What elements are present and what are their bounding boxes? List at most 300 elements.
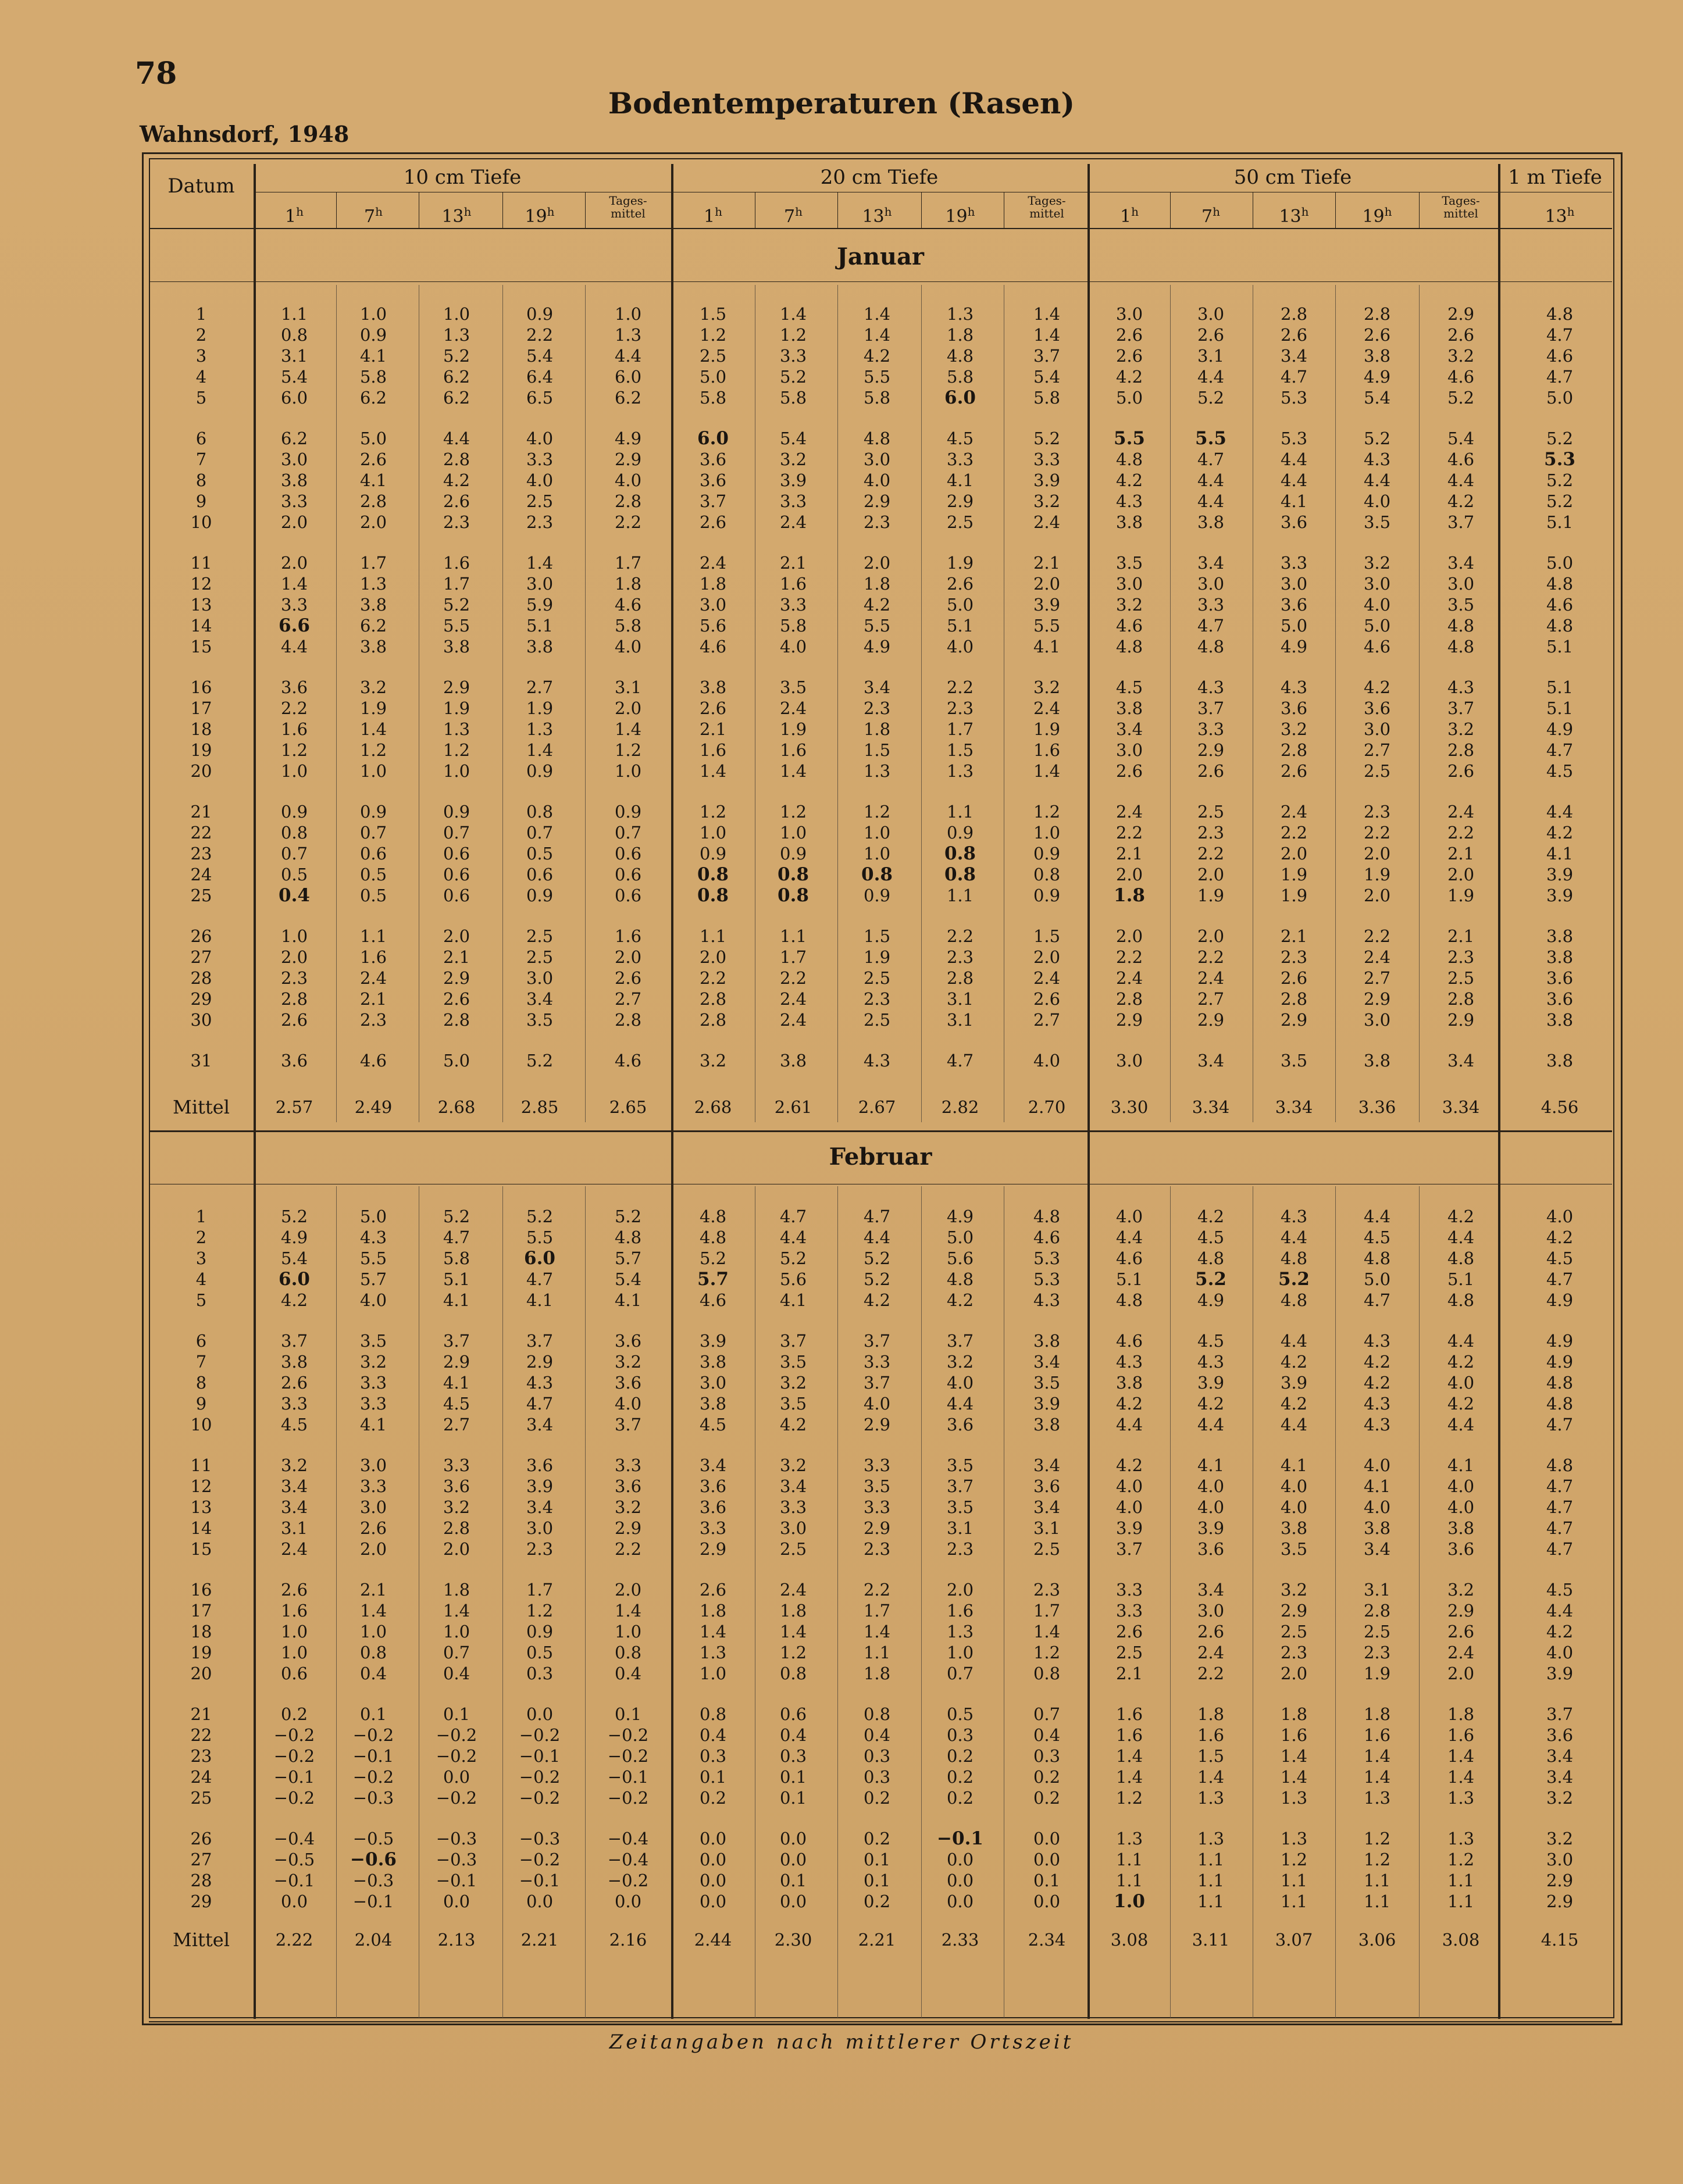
temperature-cell: 3.8: [1115, 512, 1143, 532]
temperature-cell: 0.7: [443, 823, 470, 843]
temperature-cell: 1.3: [699, 1643, 727, 1662]
temperature-cell: 4.2: [779, 1415, 807, 1434]
temperature-cell: 2.6: [1280, 761, 1308, 781]
temperature-cell: 3.6: [280, 677, 308, 697]
mean-value: 3.36: [1358, 1097, 1396, 1117]
temperature-cell: −0.2: [519, 1788, 561, 1808]
temperature-cell: 2.6: [699, 698, 727, 718]
temperature-cell: 2.3: [526, 1539, 554, 1559]
temperature-cell: 2.5: [1363, 761, 1391, 781]
temperature-cell: 0.9: [1033, 844, 1061, 863]
temperature-cell: 2.0: [359, 512, 387, 532]
temperature-cell: 2.1: [1033, 553, 1061, 573]
mean-value: 2.70: [1028, 1097, 1066, 1117]
temperature-cell: 3.0: [1363, 574, 1391, 594]
temperature-cell: 0.4: [359, 1664, 387, 1683]
temperature-cell: 3.4: [1447, 1051, 1475, 1070]
temperature-cell: 0.2: [699, 1788, 727, 1808]
temperature-cell: 3.8: [526, 637, 554, 656]
temperature-cell: 4.2: [1115, 1455, 1143, 1475]
temperature-cell: 5.2: [1363, 429, 1391, 448]
temperature-cell: 3.6: [699, 1497, 727, 1517]
column-divider: [1335, 192, 1336, 229]
temperature-cell: 4.6: [1447, 449, 1475, 469]
hour-suffix: h: [1567, 205, 1575, 219]
temperature-cell: 0.6: [443, 865, 470, 884]
hour-value: 19: [945, 206, 968, 227]
temperature-cell: 0.7: [1033, 1704, 1061, 1724]
day-number: 20: [190, 761, 212, 781]
temperature-cell: 4.4: [1546, 1601, 1574, 1621]
mean-value: 3.34: [1192, 1097, 1230, 1117]
temperature-cell: 4.2: [1115, 1394, 1143, 1414]
temperature-cell: 2.3: [1033, 1580, 1061, 1600]
hour-value: 13: [862, 206, 885, 227]
temperature-cell: 1.4: [1115, 1746, 1143, 1766]
temperature-cell: 2.8: [280, 989, 308, 1009]
temperature-cell: 2.9: [1546, 1892, 1574, 1911]
temperature-cell: 4.4: [1197, 470, 1225, 490]
temperature-cell: 2.6: [443, 989, 470, 1009]
temperature-cell: 2.0: [1280, 1664, 1308, 1683]
temperature-cell: 1.5: [863, 926, 891, 946]
temperature-cell: 2.4: [1280, 802, 1308, 822]
temperature-cell: 2.6: [946, 574, 974, 594]
temperature-cell: 2.3: [863, 989, 891, 1009]
temperature-cell: 2.2: [1280, 823, 1308, 843]
temperature-cell: 1.4: [1280, 1767, 1308, 1787]
temperature-cell: 1.2: [1115, 1788, 1143, 1808]
temperature-cell: 0.8: [697, 885, 729, 906]
temperature-cell: 2.0: [614, 698, 642, 718]
hour-header: [1259, 195, 1329, 228]
hour-header: [422, 195, 491, 228]
temperature-cell: 4.2: [1115, 470, 1143, 490]
temperature-cell: 5.5: [1033, 616, 1061, 636]
temperature-cell: 4.8: [946, 346, 974, 366]
temperature-cell: 1.7: [359, 553, 387, 573]
temperature-cell: 4.2: [863, 1290, 891, 1310]
temperature-cell: 1.8: [863, 574, 891, 594]
temperature-cell: 6.0: [524, 1248, 555, 1269]
temperature-cell: 1.8: [779, 1601, 807, 1621]
page-title: Bodentemperaturen (Rasen): [608, 86, 1075, 120]
temperature-cell: −0.2: [519, 1850, 561, 1869]
mean-value: 4.56: [1541, 1097, 1579, 1117]
day-number: 28: [190, 1871, 212, 1890]
temperature-cell: 4.9: [1546, 1352, 1574, 1372]
temperature-cell: 3.7: [614, 1415, 642, 1434]
temperature-cell: 0.5: [526, 1643, 554, 1662]
temperature-cell: 4.6: [1546, 595, 1574, 615]
temperature-cell: 2.5: [1115, 1643, 1143, 1662]
temperature-cell: 1.5: [1033, 926, 1061, 946]
temperature-cell: 2.1: [779, 553, 807, 573]
temperature-cell: 3.7: [863, 1331, 891, 1351]
temperature-cell: 3.1: [946, 1518, 974, 1538]
temperature-cell: 1.3: [1447, 1788, 1475, 1808]
temperature-cell: 4.0: [1363, 491, 1391, 511]
temperature-cell: 2.4: [699, 553, 727, 573]
temperature-cell: 1.4: [1197, 1767, 1225, 1787]
temperature-cell: 5.2: [443, 1207, 470, 1226]
day-number: 17: [190, 698, 212, 718]
temperature-cell: 4.1: [614, 1290, 642, 1310]
temperature-cell: 2.2: [1447, 823, 1475, 843]
temperature-cell: 3.7: [1546, 1704, 1574, 1724]
temperature-cell: 2.8: [699, 989, 727, 1009]
temperature-cell: 0.0: [280, 1892, 308, 1911]
temperature-cell: 4.7: [1546, 1415, 1574, 1434]
temperature-cell: 5.2: [863, 1269, 891, 1289]
temperature-cell: 2.3: [1447, 947, 1475, 967]
temperature-cell: 5.0: [359, 1207, 387, 1226]
temperature-cell: 1.7: [614, 553, 642, 573]
temperature-cell: 4.0: [1363, 1455, 1391, 1475]
temperature-cell: 4.0: [1197, 1476, 1225, 1496]
day-number: 7: [195, 449, 207, 469]
temperature-cell: 2.6: [1447, 1622, 1475, 1641]
temperature-cell: 6.2: [280, 429, 308, 448]
temperature-cell: 2.1: [359, 989, 387, 1009]
day-number: 16: [190, 677, 212, 697]
temperature-cell: 1.9: [443, 698, 470, 718]
temperature-cell: 3.8: [699, 1352, 727, 1372]
temperature-cell: 6.2: [359, 388, 387, 408]
temperature-cell: 1.3: [1115, 1829, 1143, 1848]
temperature-cell: 4.3: [1280, 1207, 1308, 1226]
temperature-cell: 0.8: [697, 864, 729, 885]
temperature-cell: −0.3: [436, 1829, 477, 1848]
temperature-cell: 4.9: [1363, 367, 1391, 387]
temperature-cell: 4.2: [1197, 1394, 1225, 1414]
temperature-cell: 2.0: [280, 512, 308, 532]
temperature-cell: 5.7: [614, 1248, 642, 1268]
day-number: 5: [195, 1290, 207, 1310]
temperature-cell: 3.6: [699, 1476, 727, 1496]
mean-value: 2.57: [275, 1097, 313, 1117]
temperature-cell: 3.3: [1115, 1601, 1143, 1621]
temperature-cell: 1.5: [1197, 1746, 1225, 1766]
temperature-cell: 5.6: [779, 1269, 807, 1289]
temperature-cell: 3.0: [1363, 719, 1391, 739]
temperature-cell: 1.8: [1114, 885, 1145, 906]
temperature-cell: 1.4: [1363, 1767, 1391, 1787]
temperature-cell: 3.7: [526, 1331, 554, 1351]
temperature-cell: 4.8: [1447, 1248, 1475, 1268]
temperature-cell: −0.2: [607, 1871, 649, 1890]
temperature-cell: 4.6: [699, 1290, 727, 1310]
temperature-cell: 2.9: [1197, 740, 1225, 760]
temperature-cell: 6.2: [443, 367, 470, 387]
mean-value: 2.82: [941, 1097, 979, 1117]
temperature-cell: 2.6: [280, 1373, 308, 1393]
temperature-cell: 3.8: [1546, 926, 1574, 946]
temperature-cell: 3.0: [1363, 1010, 1391, 1030]
temperature-cell: 3.8: [1546, 947, 1574, 967]
temperature-cell: 0.7: [443, 1643, 470, 1662]
temperature-cell: 1.9: [1033, 719, 1061, 739]
temperature-cell: 3.8: [1363, 1518, 1391, 1538]
temperature-cell: 3.0: [1115, 1051, 1143, 1070]
temperature-cell: 1.0: [614, 304, 642, 324]
temperature-cell: 1.2: [779, 325, 807, 345]
temperature-cell: 1.2: [1280, 1850, 1308, 1869]
day-number: 18: [190, 719, 212, 739]
temperature-cell: 2.0: [359, 1539, 387, 1559]
temperature-cell: 3.8: [1447, 1518, 1475, 1538]
temperature-cell: 6.2: [359, 616, 387, 636]
temperature-cell: 4.8: [1363, 1248, 1391, 1268]
temperature-cell: 3.8: [1363, 1051, 1391, 1070]
temperature-cell: 2.3: [1197, 823, 1225, 843]
day-number: 27: [190, 947, 212, 967]
temperature-cell: 0.9: [863, 886, 891, 905]
temperature-cell: 2.6: [1363, 325, 1391, 345]
temperature-cell: 3.7: [946, 1331, 974, 1351]
temperature-cell: −0.1: [436, 1871, 477, 1890]
temperature-cell: 4.5: [1546, 1580, 1574, 1600]
temperature-cell: 1.0: [443, 304, 470, 324]
temperature-cell: 2.9: [443, 677, 470, 697]
column-divider: [837, 285, 838, 1122]
temperature-cell: 4.3: [863, 1051, 891, 1070]
temperature-cell: 5.0: [1363, 616, 1391, 636]
temperature-cell: 4.2: [946, 1290, 974, 1310]
temperature-cell: 5.8: [443, 1248, 470, 1268]
temperature-cell: 2.3: [946, 947, 974, 967]
temperature-cell: 3.8: [1033, 1331, 1061, 1351]
temperature-cell: 2.3: [863, 698, 891, 718]
hour-suffix: h: [1301, 205, 1309, 219]
temperature-cell: 4.6: [1115, 616, 1143, 636]
temperature-cell: 0.9: [946, 823, 974, 843]
temperature-cell: 3.5: [526, 1010, 554, 1030]
depth-group-header: 10 cm Tiefe: [403, 166, 522, 189]
column-divider: [921, 1186, 922, 2018]
temperature-cell: 2.0: [614, 1580, 642, 1600]
temperature-cell: −0.2: [273, 1788, 315, 1808]
temperature-cell: 3.5: [1447, 595, 1475, 615]
mean-value: 3.08: [1442, 1930, 1480, 1950]
temperature-cell: −0.2: [607, 1746, 649, 1766]
temperature-cell: 3.4: [699, 1455, 727, 1475]
temperature-cell: 3.2: [280, 1455, 308, 1475]
month-title: Februar: [829, 1143, 932, 1170]
temperature-cell: 5.6: [699, 616, 727, 636]
column-divider: [671, 164, 673, 2019]
temperature-cell: 2.3: [863, 1539, 891, 1559]
temperature-cell: 1.6: [1115, 1704, 1143, 1724]
temperature-cell: 3.4: [1546, 1746, 1574, 1766]
day-number: 8: [195, 1373, 207, 1393]
temperature-cell: 0.0: [699, 1892, 727, 1911]
temperature-cell: −0.2: [607, 1788, 649, 1808]
temperature-cell: 0.8: [861, 864, 893, 885]
temperature-cell: 3.3: [614, 1455, 642, 1475]
temperature-cell: 0.0: [946, 1871, 974, 1890]
temperature-cell: 0.3: [863, 1746, 891, 1766]
temperature-cell: 5.4: [1363, 388, 1391, 408]
temperature-cell: 1.2: [863, 802, 891, 822]
temperature-cell: 1.3: [946, 304, 974, 324]
temperature-cell: 2.4: [779, 698, 807, 718]
temperature-cell: 1.4: [526, 553, 554, 573]
temperature-cell: 3.4: [280, 1497, 308, 1517]
temperature-cell: 2.9: [1363, 989, 1391, 1009]
temperature-cell: 1.4: [359, 1601, 387, 1621]
temperature-cell: 3.4: [1447, 553, 1475, 573]
temperature-cell: 0.0: [699, 1871, 727, 1890]
temperature-cell: 3.4: [1033, 1352, 1061, 1372]
temperature-cell: 1.6: [443, 553, 470, 573]
temperature-cell: 1.2: [699, 802, 727, 822]
temperature-cell: 4.8: [1115, 449, 1143, 469]
temperature-cell: 0.1: [443, 1704, 470, 1724]
temperature-cell: 6.0: [280, 388, 308, 408]
temperature-cell: −0.1: [607, 1767, 649, 1787]
temperature-cell: 3.6: [699, 449, 727, 469]
temperature-cell: 3.3: [779, 491, 807, 511]
temperature-cell: 1.1: [280, 304, 308, 324]
temperature-cell: 3.0: [526, 968, 554, 988]
temperature-cell: 1.0: [280, 1622, 308, 1641]
temperature-cell: 3.8: [1546, 1010, 1574, 1030]
temperature-cell: 0.5: [526, 844, 554, 863]
temperature-cell: 2.0: [1115, 865, 1143, 884]
temperature-cell: 5.7: [359, 1269, 387, 1289]
temperature-cell: 3.9: [1546, 1664, 1574, 1683]
temperature-cell: 3.6: [699, 470, 727, 490]
temperature-cell: 2.6: [1033, 989, 1061, 1009]
temperature-cell: 3.6: [1197, 1539, 1225, 1559]
temperature-cell: 3.1: [1197, 346, 1225, 366]
column-divider: [1498, 164, 1500, 2019]
temperature-cell: 2.9: [614, 1518, 642, 1538]
temperature-cell: 4.8: [1447, 637, 1475, 656]
temperature-cell: 1.4: [526, 740, 554, 760]
hour-suffix: h: [715, 205, 722, 219]
temperature-cell: 3.2: [1280, 1580, 1308, 1600]
temperature-cell: 1.7: [779, 947, 807, 967]
temperature-cell: 4.4: [1280, 470, 1308, 490]
column-divider: [585, 1186, 586, 2018]
temperature-cell: 0.0: [779, 1892, 807, 1911]
temperature-cell: 0.0: [526, 1892, 554, 1911]
temperature-cell: 4.1: [359, 1415, 387, 1434]
hour-value: 7: [364, 206, 376, 227]
temperature-cell: 1.8: [699, 574, 727, 594]
temperature-cell: 1.0: [280, 1643, 308, 1662]
temperature-cell: −0.2: [436, 1788, 477, 1808]
temperature-cell: 3.6: [946, 1415, 974, 1434]
temperature-cell: 2.7: [526, 677, 554, 697]
temperature-cell: 1.3: [863, 761, 891, 781]
temperature-cell: 4.2: [1546, 1622, 1574, 1641]
mean-value: 3.07: [1275, 1930, 1313, 1950]
temperature-cell: 4.7: [1197, 449, 1225, 469]
temperature-cell: 3.4: [526, 989, 554, 1009]
temperature-cell: 2.8: [1115, 989, 1143, 1009]
temperature-cell: 1.6: [1197, 1725, 1225, 1745]
temperature-cell: −0.3: [352, 1871, 394, 1890]
temperature-cell: 2.1: [443, 947, 470, 967]
mean-label: Mittel: [173, 1096, 230, 1118]
temperature-cell: 2.9: [1447, 1601, 1475, 1621]
column-divider: [1170, 285, 1171, 1122]
temperature-cell: 2.6: [614, 968, 642, 988]
temperature-cell: 4.9: [1197, 1290, 1225, 1310]
temperature-cell: 0.6: [614, 844, 642, 863]
temperature-cell: 4.2: [1363, 1373, 1391, 1393]
day-number: 27: [190, 1850, 212, 1869]
mean-value: 3.11: [1192, 1930, 1230, 1950]
column-divider: [502, 192, 503, 229]
day-number: 3: [195, 346, 207, 366]
temperature-cell: 4.5: [1546, 761, 1574, 781]
temperature-cell: 1.1: [1447, 1892, 1475, 1911]
temperature-cell: 5.5: [863, 367, 891, 387]
temperature-cell: 6.0: [944, 387, 976, 408]
temperature-cell: 5.2: [526, 1051, 554, 1070]
mean-value: 2.21: [520, 1930, 559, 1950]
temperature-cell: 2.3: [280, 968, 308, 988]
temperature-cell: 0.1: [699, 1767, 727, 1787]
temperature-cell: 2.8: [614, 1010, 642, 1030]
temperature-cell: 4.3: [1363, 449, 1391, 469]
temperature-cell: 2.8: [1447, 989, 1475, 1009]
temperature-cell: 3.8: [280, 470, 308, 490]
temperature-cell: 3.0: [1197, 304, 1225, 324]
temperature-cell: 4.1: [1363, 1476, 1391, 1496]
temperature-cell: 2.6: [1280, 325, 1308, 345]
temperature-cell: 5.0: [443, 1051, 470, 1070]
temperature-cell: 5.1: [1546, 677, 1574, 697]
day-number: 6: [195, 429, 207, 448]
temperature-cell: 2.7: [443, 1415, 470, 1434]
temperature-cell: 4.0: [1115, 1207, 1143, 1226]
temperature-cell: 0.3: [863, 1767, 891, 1787]
temperature-cell: 3.5: [1280, 1051, 1308, 1070]
temperature-cell: 4.8: [1546, 304, 1574, 324]
temperature-cell: 3.0: [1197, 574, 1225, 594]
temperature-cell: 0.6: [443, 886, 470, 905]
temperature-cell: 3.0: [1115, 740, 1143, 760]
temperature-cell: 1.8: [614, 574, 642, 594]
temperature-cell: 3.5: [779, 1394, 807, 1414]
temperature-cell: 1.6: [1033, 740, 1061, 760]
temperature-cell: 2.5: [1280, 1622, 1308, 1641]
temperature-cell: 1.8: [1197, 1704, 1225, 1724]
page-number: 78: [135, 56, 177, 91]
temperature-cell: 5.0: [946, 1227, 974, 1247]
temperature-cell: 3.7: [443, 1331, 470, 1351]
temperature-cell: 2.2: [699, 968, 727, 988]
temperature-cell: 4.5: [1197, 1331, 1225, 1351]
temperature-cell: 5.2: [1195, 1269, 1226, 1290]
temperature-cell: −0.3: [436, 1850, 477, 1869]
temperature-cell: 4.1: [1280, 491, 1308, 511]
temperature-cell: 5.8: [779, 388, 807, 408]
temperature-cell: 2.4: [1363, 947, 1391, 967]
temperature-cell: 2.2: [946, 677, 974, 697]
temperature-cell: 1.9: [359, 698, 387, 718]
temperature-cell: 3.9: [699, 1331, 727, 1351]
temperature-cell: 4.3: [1363, 1415, 1391, 1434]
temperature-cell: 3.4: [1363, 1539, 1391, 1559]
temperature-cell: 1.6: [1115, 1725, 1143, 1745]
temperature-cell: 1.5: [863, 740, 891, 760]
